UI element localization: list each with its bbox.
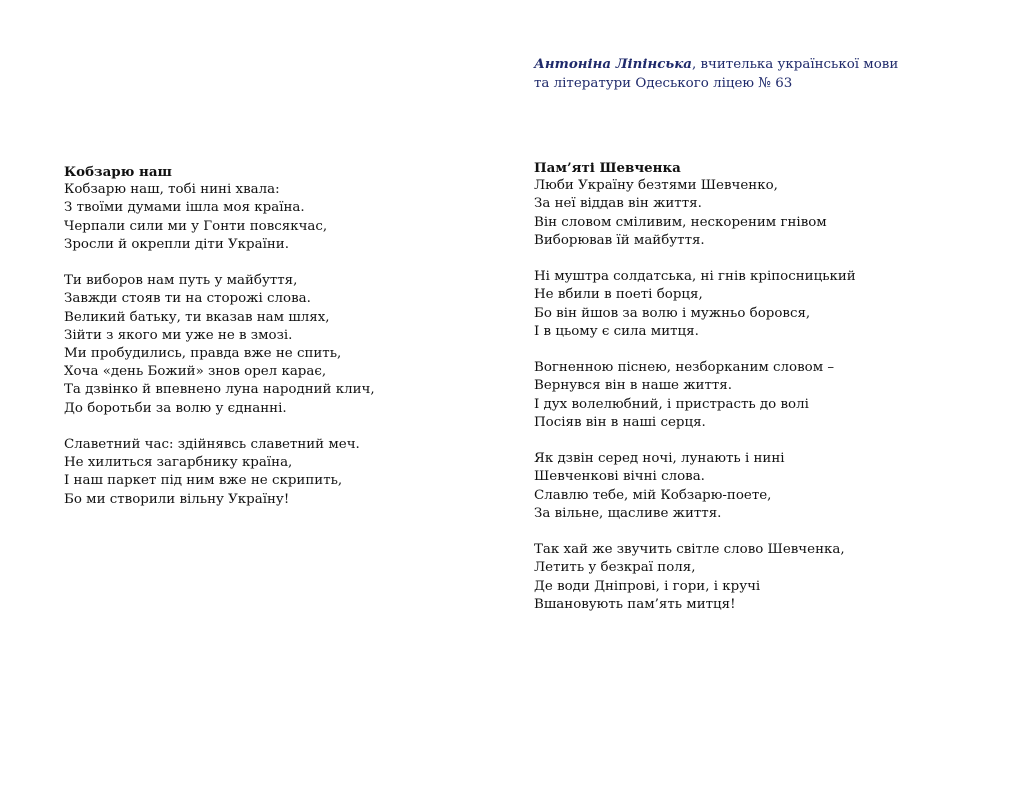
poem-line: Так хай же звучить світле слово Шевченка,: [534, 542, 845, 558]
stanza: [534, 450, 1004, 523]
poem-line: З твоїми думами ішла моя країна.: [64, 200, 305, 216]
stanza: [534, 268, 1004, 341]
poem-line: Та дзвінко й впевнено луна народний клич,: [64, 382, 375, 398]
poem-line: До боротьби за волю у єднанні.: [64, 400, 287, 416]
poem-line: Вогненною піснею, незборканим словом –: [534, 360, 835, 376]
poem-line: Він словом сміливим, нескореним гнівом: [534, 214, 827, 230]
stanza: [64, 436, 494, 509]
poem-line: Вшановують пам’ять митця!: [534, 596, 736, 612]
poem-pamiati-shevchenka: [534, 159, 1004, 632]
poem-line: Де води Дніпрові, і гори, і кручі: [534, 578, 761, 594]
poem-line: Славетний час: здійнявсь славетний меч.: [64, 437, 360, 453]
poem-line: Великий батьку, ти вказав нам шлях,: [64, 309, 330, 325]
poem-line: За неї віддав він життя.: [534, 196, 702, 212]
poem-line: Не хилиться загарбнику країна,: [64, 455, 293, 471]
poem-line: Летить у безкраї поля,: [534, 560, 696, 576]
poem-line: Ми пробудились, правда вже не спить,: [64, 346, 342, 362]
poem-line: Не вбили в поеті борця,: [534, 287, 703, 303]
stanza: [64, 272, 494, 418]
poem-line: І наш паркет під ним вже не скрипить,: [64, 473, 343, 489]
poem-line: Зросли й окрепли діти України.: [64, 236, 289, 252]
poem-line: І в цьому є сила митця.: [534, 323, 699, 339]
poem-title: Пам’яті Шевченка: [534, 160, 681, 176]
poem-title: Кобзарю наш: [64, 164, 172, 180]
poem-line: Хоча «день Божий» знов орел карає,: [64, 364, 327, 380]
poem-line: Ти виборов нам путь у майбуття,: [64, 273, 298, 289]
stanza: [534, 359, 1004, 432]
poem-line: Люби Україну безтями Шевченко,: [534, 178, 778, 194]
stanza: [64, 181, 494, 254]
poem-line: Бо ми створили вільну Україну!: [64, 491, 290, 507]
poem-line: Зійти з якого ми уже не в змозі.: [64, 327, 293, 343]
poem-line: Бо він йшов за волю і мужньо боровся,: [534, 305, 811, 321]
author-name: Антоніна Ліпінська: [534, 56, 692, 72]
poem-line: Посіяв він в наші серця.: [534, 414, 706, 430]
stanza: [534, 541, 1004, 614]
poem-line: І дух волелюбний, і пристрасть до волі: [534, 396, 809, 412]
poem-line: За вільне, щасливе життя.: [534, 505, 722, 521]
author-credit: [534, 55, 1004, 93]
poem-line: Кобзарю наш, тобі нині хвала:: [64, 182, 280, 198]
author-role-line-1: , вчителька української мови: [691, 57, 899, 72]
poem-line: Завжди стояв ти на сторожі слова.: [64, 291, 311, 307]
poem-kobzaryu-nash: [64, 163, 494, 527]
poem-line: Ні муштра солдатська, ні гнів кріпосницький: [534, 269, 856, 285]
poem-line: Славлю тебе, мій Кобзарю-поете,: [534, 487, 772, 503]
poem-line: Черпали сили ми у Гонти повсякчас,: [64, 218, 328, 234]
poem-line: Шевченкові вічні слова.: [534, 469, 705, 485]
poem-line: Як дзвін серед ночі, лунають і нині: [534, 451, 785, 467]
poem-line: Виборював їй майбуття.: [534, 232, 705, 248]
stanza: [534, 177, 1004, 250]
author-role-line-2: та літератури Одеського ліцею № 63: [534, 75, 793, 91]
poem-line: Вернувся він в наше життя.: [534, 378, 732, 394]
